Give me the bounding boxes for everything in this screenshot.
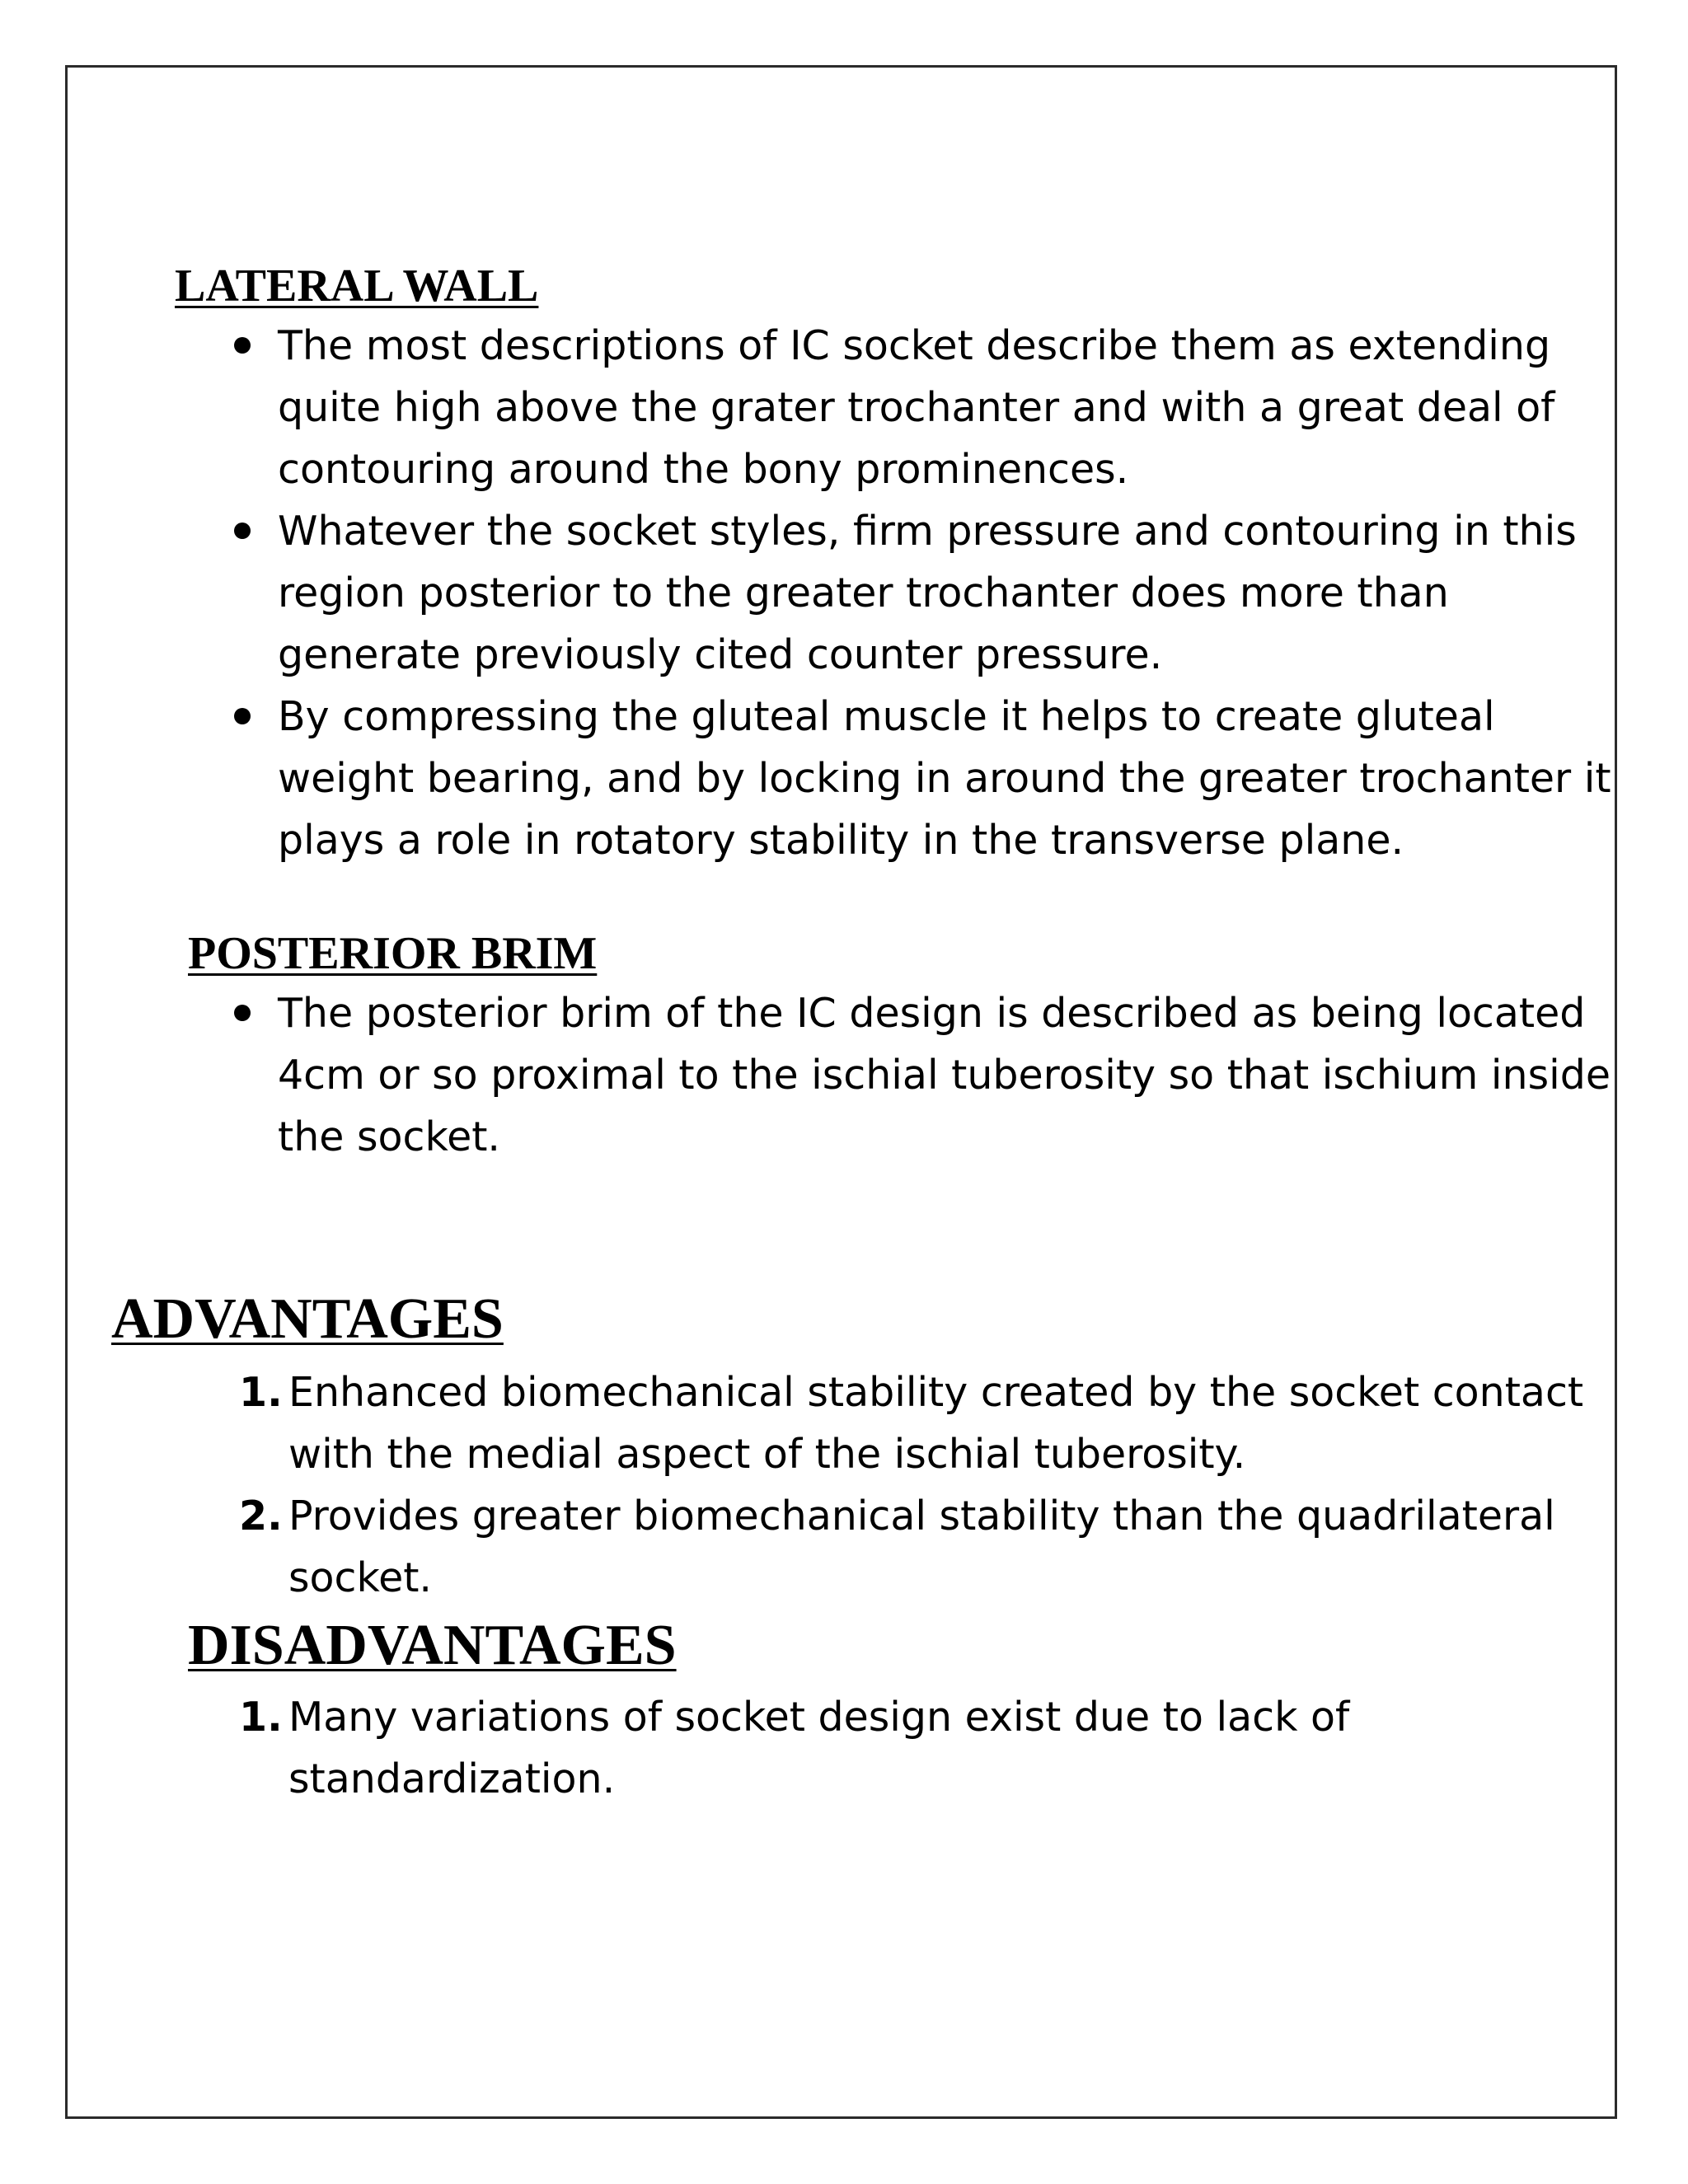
list-item-text: The most descriptions of IC socket describe them as extending quite high above the grater trochanter and with a great deal of contouring around the bony prominences. — [278, 322, 1555, 493]
list-item — [228, 500, 1613, 686]
bullet-icon — [234, 1005, 251, 1021]
list-item — [239, 1361, 1611, 1485]
list-item-text: Provides greater biomechanical stability than the quadrilateral socket. — [288, 1493, 1555, 1601]
list-item-text: The posterior brim of the IC design is described as being located 4cm or so proximal to the ischial tuberosity so that ischium inside the socket. — [278, 990, 1611, 1160]
disadvantages-heading: DISADVANTAGES — [188, 1614, 677, 1677]
posterior-brim-heading: POSTERIOR BRIM — [188, 928, 598, 979]
list-item-text: Whatever the socket styles, firm pressure and contouring in this region posterior to the greater trochanter does more than generate previously cited counter pressure. — [278, 508, 1577, 678]
list-item-text: By compressing the gluteal muscle it helps to create gluteal weight bearing, and by locking in around the greater trochanter it plays a role in rotatory stability in the transverse plane. — [278, 693, 1611, 864]
item-number: 1. — [239, 1369, 283, 1416]
bullet-icon — [234, 337, 251, 354]
advantages-list — [239, 1361, 1611, 1609]
list-item — [239, 1485, 1611, 1609]
bullet-icon — [234, 708, 251, 724]
item-number: 1. — [239, 1694, 283, 1741]
lateral-wall-heading: LATERAL WALL — [175, 260, 539, 312]
list-item — [239, 1686, 1434, 1810]
disadvantages-list — [239, 1686, 1434, 1810]
item-number: 2. — [239, 1493, 283, 1540]
posterior-brim-list — [228, 982, 1613, 1168]
bullet-icon — [234, 523, 251, 539]
list-item — [228, 982, 1613, 1168]
advantages-heading: ADVANTAGES — [111, 1287, 504, 1351]
list-item-text: Enhanced biomechanical stability created by the socket contact with the medial aspect of the ischial tuberosity. — [288, 1369, 1584, 1478]
lateral-wall-list — [228, 315, 1613, 871]
list-item — [228, 686, 1613, 871]
list-item-text: Many variations of socket design exist due to lack of standardization. — [288, 1694, 1350, 1802]
page-border — [65, 65, 1617, 2119]
list-item — [228, 315, 1613, 500]
